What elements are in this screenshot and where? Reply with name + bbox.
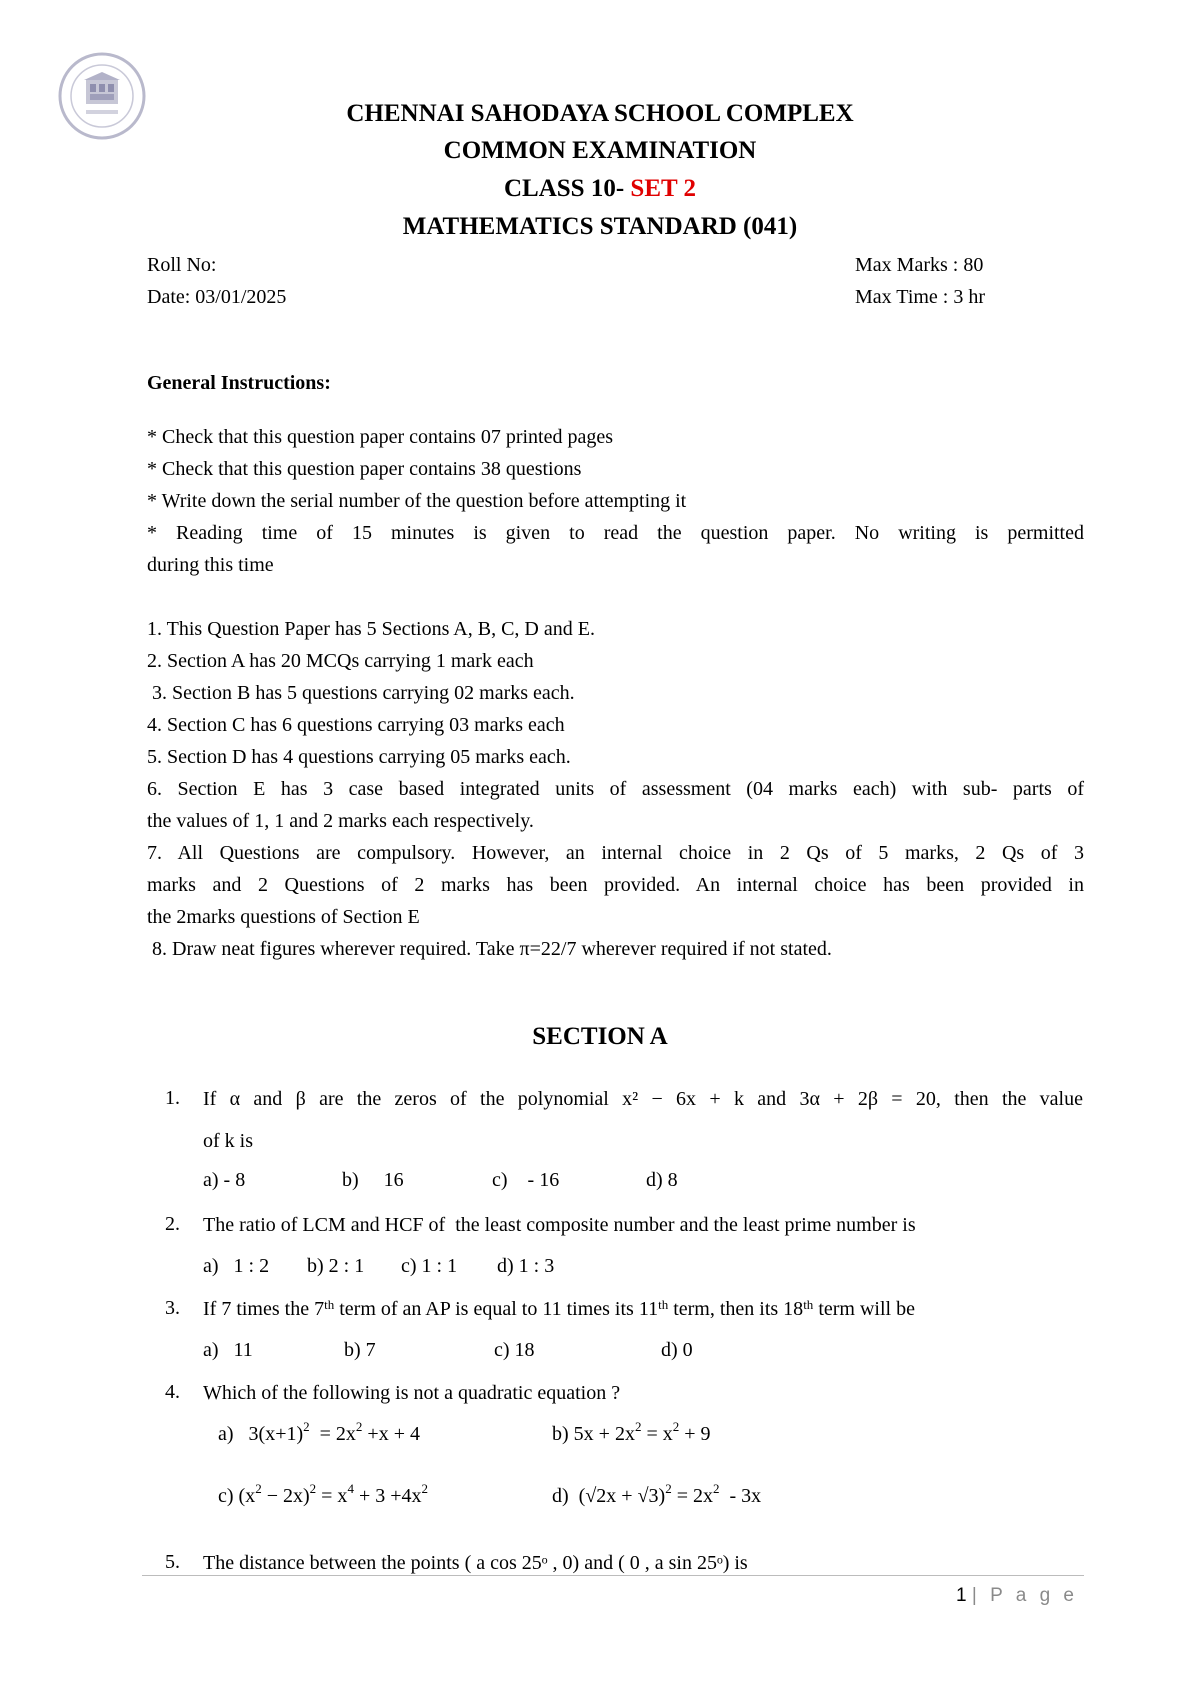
set-label: SET 2 — [630, 175, 696, 202]
question-number: 4. — [165, 1381, 180, 1403]
question-number: 2. — [165, 1213, 180, 1235]
exam-title: COMMON EXAMINATION — [443, 137, 757, 164]
option-d: d) 0 — [661, 1339, 693, 1361]
question-1-text-cont: of k is — [203, 1130, 253, 1152]
page-label: | P a g e — [971, 1585, 1078, 1606]
school-name: CHENNAI SAHODAYA SCHOOL COMPLEX — [346, 100, 854, 127]
max-time: Max Time : 3 hr — [855, 286, 986, 308]
instruction-line: 6. Section E has 3 case based integrated units of assessment (04 marks each) with sub- parts of — [147, 778, 1084, 800]
option-d: d) 1 : 3 — [497, 1255, 555, 1277]
general-instructions-title: General Instructions: — [147, 372, 331, 394]
section-a-title: SECTION A — [532, 1023, 668, 1050]
option-a: a) 11 — [203, 1339, 253, 1361]
option-c: c) 18 — [494, 1339, 535, 1361]
question-number: 1. — [165, 1087, 180, 1109]
instruction-line: 4. Section C has 6 questions carrying 03 marks each — [147, 714, 565, 736]
instruction-numbered-list — [147, 613, 1084, 965]
option-c: c) $(x^2 - 2x)^2 = x^4 + 3 +4x^2$ — [218, 1481, 428, 1507]
option-a: a) $3(x+1)^2 = 2x^2 +x + 4$ — [218, 1419, 420, 1445]
instruction-line: * Reading time of 15 minutes is given to read the question paper. No writing is permitted — [147, 522, 1084, 544]
option-c: c) - 16 — [492, 1169, 560, 1191]
instruction-line: 8. Draw neat figures wherever required. Take π=22/7 wherever required if not stated. — [147, 938, 832, 960]
option-d: d) 8 — [646, 1169, 678, 1191]
instruction-line: * Check that this question paper contains 07 printed pages — [147, 426, 614, 448]
subject-title: MATHEMATICS STANDARD (041) — [402, 213, 798, 240]
instruction-line: 3. Section B has 5 questions carrying 02 marks each. — [147, 682, 575, 704]
instruction-line: the 2marks questions of Section E — [147, 906, 420, 928]
footer-divider — [142, 1575, 1084, 1576]
question-2-text: The ratio of LCM and HCF of the least composite number and the least prime number is — [203, 1214, 916, 1236]
option-b: b) 16 — [342, 1169, 404, 1191]
page-footer — [956, 1585, 1078, 1607]
question-5-text: The distance between the points ( a cos 25ᵒ , 0) and ( 0 , a sin 25ᵒ) is — [203, 1552, 748, 1574]
instruction-line: 5. Section D has 4 questions carrying 05 marks each. — [147, 746, 571, 768]
option-b: b) $5x + 2x^2 = x^2 + 9$ — [552, 1419, 711, 1445]
instruction-line: 1. This Question Paper has 5 Sections A, B, C, D and E. — [147, 618, 595, 640]
exam-date: Date: 03/01/2025 — [147, 286, 287, 308]
class-label: CLASS 10- — [504, 175, 631, 202]
instruction-line: 2. Section A has 20 MCQs carrying 1 mark each — [147, 650, 534, 672]
instruction-line: 7. All Questions are compulsory. However, an internal choice in 2 Qs of 5 marks, 2 Qs of 3 — [147, 842, 1084, 864]
question-3-text: If 7 times the 7th term of an AP is equal to 11 times its 11th term, then its 18th term will be — [203, 1297, 915, 1320]
option-d: d) $(√2x + √3)^2 = 2x^2 - 3x$ — [552, 1481, 762, 1507]
max-marks: Max Marks : 80 — [855, 254, 984, 276]
instruction-star-list — [147, 421, 1084, 581]
roll-no: Roll No: — [147, 254, 217, 276]
option-b: b) 2 : 1 — [307, 1255, 365, 1277]
instruction-line: the values of 1, 1 and 2 marks each respectively. — [147, 810, 534, 832]
instruction-line: * Check that this question paper contains 38 questions — [147, 458, 582, 480]
class-set-line — [0, 175, 1200, 203]
instruction-line: marks and 2 Questions of 2 marks has been provided. An internal choice has been provided in — [147, 874, 1084, 896]
question-4-text: Which of the following is not a quadratic equation ? — [203, 1382, 621, 1404]
page-number: 1 — [956, 1585, 967, 1606]
option-a: a) - 8 — [203, 1169, 246, 1191]
option-a: a) 1 : 2 — [203, 1255, 270, 1277]
option-c: c) 1 : 1 — [401, 1255, 458, 1277]
school-logo — [56, 50, 148, 142]
question-number: 3. — [165, 1297, 180, 1319]
question-1-text: If α and β are the zeros of the polynomial x² − 6x + k and 3α + 2β = 20, then the value — [203, 1088, 1083, 1110]
option-b: b) 7 — [344, 1339, 376, 1361]
instruction-line: * Write down the serial number of the question before attempting it — [147, 490, 687, 512]
question-number: 5. — [165, 1551, 180, 1573]
instruction-line: during this time — [147, 554, 274, 576]
